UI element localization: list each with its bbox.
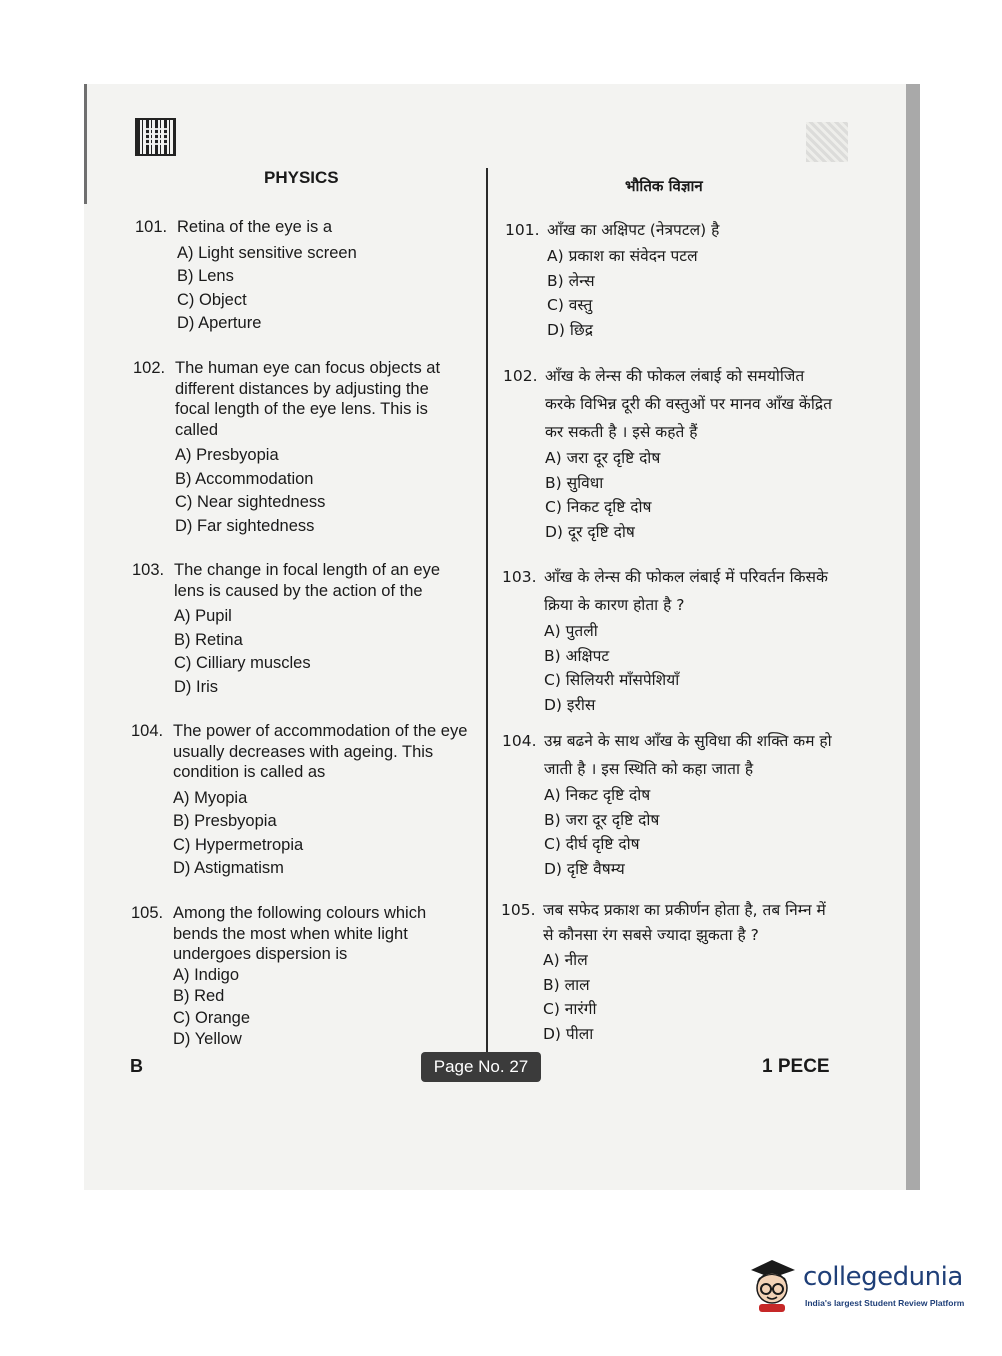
option: D) Aperture (177, 314, 262, 332)
option: D) Yellow (173, 1030, 242, 1048)
option: D) Iris (174, 677, 218, 696)
question-stem: आँख का अक्षिपट (नेत्रपटल) है (547, 221, 720, 239)
option: B) लाल (543, 975, 590, 994)
collegedunia-logo (745, 1252, 970, 1322)
qr-code-icon (135, 118, 176, 156)
question-105-hi (501, 898, 836, 1046)
option: B) Presbyopia (173, 812, 277, 830)
option: A) Pupil (174, 607, 232, 625)
brand-tagline: India's largest Student Review Platform (805, 1298, 965, 1308)
option: A) निकट दृष्टि दोष (544, 786, 651, 804)
question-102-en (133, 358, 458, 538)
paper-code: 1 PECE (762, 1056, 830, 1077)
option: B) Retina (174, 630, 243, 649)
option: C) Cilliary muscles (174, 654, 311, 672)
question-104-en (131, 721, 468, 881)
question-number: 102. (133, 359, 166, 377)
option: C) सिलियरी माँसपेशियाँ (544, 671, 680, 689)
question-stem: The power of accommodation of the eye usually decreases with ageing. This condition is called as (173, 722, 468, 781)
question-number: 104. (131, 722, 164, 740)
brand-name: collegedunia (803, 1262, 963, 1292)
question-104-hi (502, 727, 837, 881)
option: C) Object (177, 290, 247, 309)
question-105-en (131, 903, 451, 1051)
option: C) Hypermetropia (173, 835, 304, 854)
question-stem: Retina of the eye is a (177, 218, 333, 236)
option: B) Red (173, 987, 225, 1005)
question-number: 101. (135, 218, 168, 236)
question-102-hi (503, 362, 838, 544)
option: A) Myopia (173, 788, 248, 807)
bleed-through-qr-icon (806, 122, 848, 162)
question-101-hi (505, 216, 835, 342)
option: B) अक्षिपट (544, 646, 610, 665)
question-stem: Among the following colours which bends the most when white light undergoes dispersion is (173, 904, 427, 963)
page-number-badge: Page No. 27 (421, 1052, 541, 1082)
page-edge-mark (84, 84, 87, 204)
page-edge-shadow (906, 84, 920, 1190)
question-stem: The change in focal length of an eye lens is caused by the action of the (174, 561, 441, 600)
question-number: 102. (503, 367, 538, 385)
option: B) सुविधा (545, 473, 604, 492)
english-section-title: PHYSICS (264, 168, 339, 187)
option: C) दीर्घ दृष्टि दोष (544, 835, 640, 853)
option: D) दृष्टि वैषम्य (544, 859, 625, 878)
question-number: 104. (502, 732, 537, 750)
option: D) दूर दृष्टि दोष (545, 522, 635, 541)
question-number: 105. (501, 901, 536, 919)
option: A) पुतली (544, 622, 598, 640)
hindi-section-title: भौतिक विज्ञान (625, 177, 703, 195)
option: D) पीला (543, 1024, 594, 1043)
question-stem: आँख के लेन्स की फोकल लंबाई में परिवर्तन किसके क्रिया के कारण होता है ? (544, 568, 828, 614)
question-103-hi (502, 563, 837, 717)
question-number: 105. (131, 904, 164, 922)
option: C) Orange (173, 1008, 251, 1027)
question-stem: जब सफेद प्रकाश का प्रकीर्णन होता है, तब निम्न में से कौनसा रंग सबसे ज्यादा झुकता है ? (543, 901, 826, 944)
question-number: 101. (505, 221, 540, 239)
option: A) Light sensitive screen (177, 243, 357, 262)
option: C) वस्तु (547, 296, 593, 314)
option: A) जरा दूर दृष्टि दोष (545, 449, 661, 467)
question-number: 103. (502, 568, 537, 586)
option: C) नारंगी (543, 1000, 597, 1018)
booklet-series: B (130, 1056, 143, 1076)
option: A) नील (543, 951, 588, 969)
option: A) Indigo (173, 965, 240, 984)
option: B) Accommodation (175, 469, 314, 488)
column-divider (486, 168, 488, 1056)
option: D) Astigmatism (173, 859, 284, 877)
question-101-en (135, 217, 455, 336)
mascot-icon (745, 1256, 799, 1314)
option: A) प्रकाश का संवेदन पटल (547, 247, 698, 265)
option: D) इरीस (544, 695, 596, 714)
option: D) छिद्र (547, 320, 594, 339)
option: B) Lens (177, 267, 234, 285)
option: D) Far sightedness (175, 516, 315, 535)
option: A) Presbyopia (175, 446, 279, 464)
option: B) लेन्स (547, 271, 595, 290)
question-number: 103. (132, 561, 165, 579)
option: C) निकट दृष्टि दोष (545, 498, 652, 516)
question-stem: आँख के लेन्स की फोकल लंबाई को समयोजित करके विभिन्न दूरी की वस्तुओं पर मानव आँख केंद्रित कर सकती है । इसे कहते हैं (545, 367, 832, 441)
option: C) Near sightedness (175, 493, 326, 511)
option: B) जरा दूर दृष्टि दोष (544, 810, 660, 829)
question-stem: उम्र बढने के साथ आँख के सुविधा की शक्ति कम हो जाती है । इस स्थिति को कहा जाता है (544, 732, 832, 778)
question-103-en (132, 560, 462, 699)
question-stem: The human eye can focus objects at different distances by adjusting the focal length of the eye lens. This is called (175, 359, 441, 439)
